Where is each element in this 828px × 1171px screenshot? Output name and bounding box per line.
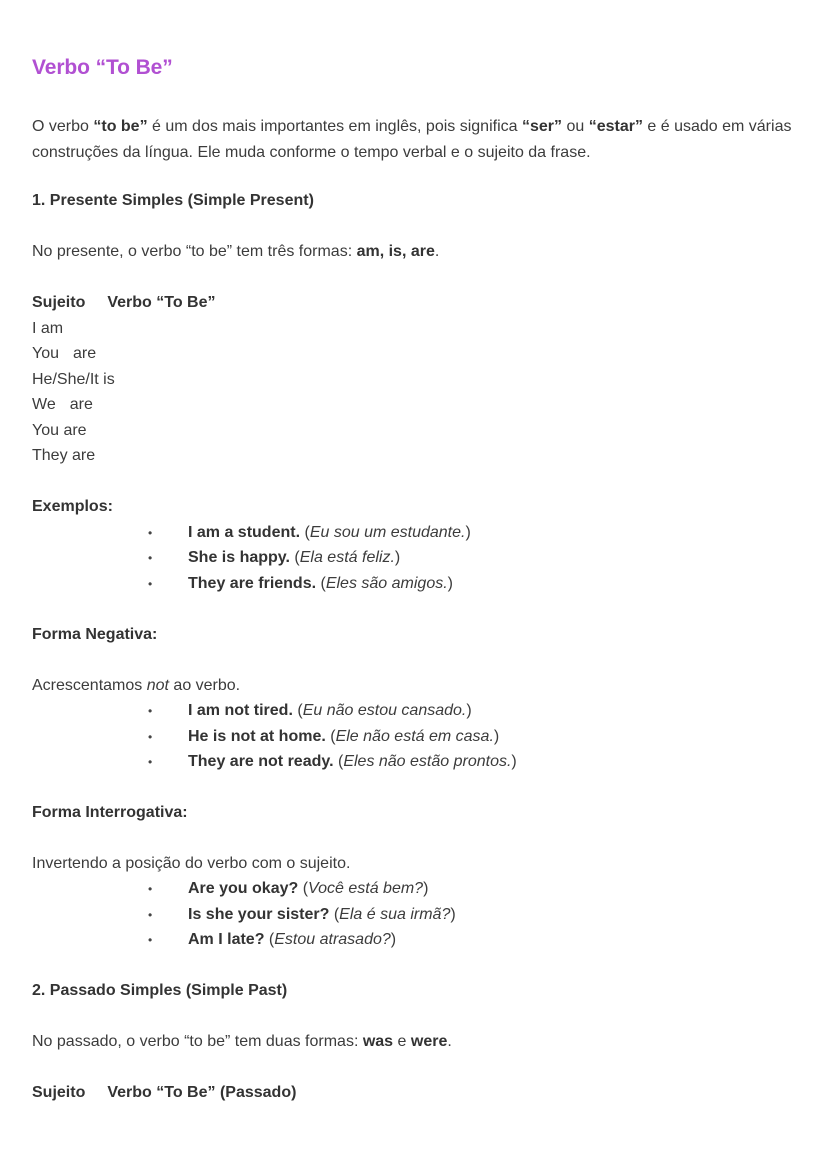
document-title: Verbo “To Be” bbox=[32, 56, 173, 79]
row-verb: are bbox=[73, 345, 97, 362]
past-form-were: were bbox=[410, 1033, 448, 1050]
row-subject: You bbox=[32, 422, 59, 439]
example-en: They are friends. bbox=[188, 575, 317, 592]
punctuation: . bbox=[447, 1033, 452, 1050]
past-table-header bbox=[32, 1083, 296, 1103]
paren: ) bbox=[394, 549, 401, 566]
negative-desc-not: not bbox=[146, 677, 169, 694]
paren: ( bbox=[329, 906, 340, 923]
paren: ) bbox=[466, 702, 472, 719]
present-row bbox=[32, 421, 87, 441]
section-heading-past: 2. Passado Simples (Simple Past) bbox=[32, 982, 288, 999]
intro-bold-ser: “ser” bbox=[521, 118, 562, 135]
paren: ( bbox=[325, 728, 336, 745]
example-en: She is happy. bbox=[188, 549, 290, 566]
paren: ( bbox=[316, 575, 326, 592]
row-verb: are bbox=[69, 396, 93, 413]
paren: ) bbox=[465, 524, 471, 541]
interrogative-description: Invertendo a posição do verbo com o sujeito. bbox=[32, 855, 351, 872]
header-subject: Sujeito bbox=[32, 294, 86, 311]
intro-text: é um dos mais importantes em inglês, pois significa bbox=[147, 118, 522, 135]
bullet-icon: • bbox=[148, 908, 153, 922]
paren: ) bbox=[390, 931, 397, 948]
header-verb: Verbo “To Be” bbox=[107, 294, 216, 311]
punctuation: . bbox=[434, 243, 440, 260]
paren: ) bbox=[447, 575, 453, 592]
paren: ) bbox=[493, 728, 500, 745]
past-desc-text: No passado, o verbo “to be” tem duas formas: bbox=[32, 1033, 363, 1050]
header-verb: Verbo “To Be” (Passado) bbox=[107, 1084, 297, 1101]
row-subject: We bbox=[32, 396, 56, 413]
paren: ( bbox=[292, 702, 303, 719]
paren: ) bbox=[423, 880, 429, 897]
example-en: They are not ready. bbox=[188, 753, 334, 770]
paren: ( bbox=[289, 549, 300, 566]
example-en: I am a student. bbox=[188, 524, 301, 541]
row-subject: You bbox=[32, 345, 59, 362]
example-en: Am I late? bbox=[188, 931, 265, 948]
intro-bold-estar: “estar” bbox=[588, 118, 643, 135]
intro-text: ou bbox=[562, 118, 589, 135]
example-pt: Eles são amigos. bbox=[325, 575, 448, 592]
negative-desc-text: ao verbo. bbox=[168, 677, 241, 694]
example-pt: Ele não está em casa. bbox=[335, 728, 494, 745]
example-pt: Eu sou um estudante. bbox=[309, 524, 466, 541]
negative-description bbox=[32, 676, 240, 696]
present-row bbox=[32, 446, 95, 466]
example-pt: Você está bem? bbox=[308, 880, 424, 897]
paren: ( bbox=[298, 880, 309, 897]
intro-text: O verbo bbox=[32, 118, 94, 135]
example-en: He is not at home. bbox=[188, 728, 326, 745]
examples-heading: Exemplos: bbox=[32, 498, 113, 515]
present-desc-text: No presente, o verbo “to be” tem três formas: bbox=[32, 243, 357, 260]
example-pt: Eu não estou cansado. bbox=[302, 702, 467, 719]
example-en: I am not tired. bbox=[188, 702, 293, 719]
bullet-icon: • bbox=[148, 755, 153, 769]
present-row bbox=[32, 319, 63, 339]
present-row bbox=[32, 344, 96, 364]
section-heading-present: 1. Presente Simples (Simple Present) bbox=[32, 192, 314, 209]
example-en: Are you okay? bbox=[188, 880, 299, 897]
paren: ( bbox=[300, 524, 310, 541]
example-en: Is she your sister? bbox=[188, 906, 330, 923]
row-verb: are bbox=[63, 422, 87, 439]
present-row bbox=[32, 395, 93, 415]
intro-text: e é usado em várias construções da língua. Ele muda conforme o tempo verbal e o sujeito da frase. bbox=[32, 118, 792, 161]
negative-desc-text: Acrescentamos bbox=[32, 677, 147, 694]
present-forms: am, is, are bbox=[356, 243, 435, 260]
bullet-icon: • bbox=[148, 730, 153, 744]
row-subject: I bbox=[32, 320, 37, 337]
example-pt: Ela está feliz. bbox=[299, 549, 395, 566]
example-pt: Estou atrasado? bbox=[274, 931, 391, 948]
row-verb: are bbox=[72, 447, 96, 464]
negative-heading: Forma Negativa: bbox=[32, 626, 158, 643]
paren: ( bbox=[264, 931, 275, 948]
paren: ) bbox=[450, 906, 456, 923]
example-pt: Ela é sua irmã? bbox=[339, 906, 451, 923]
present-row bbox=[32, 370, 115, 390]
present-table-header bbox=[32, 293, 216, 313]
bullet-icon: • bbox=[148, 933, 153, 947]
row-verb: am bbox=[40, 320, 64, 337]
paren: ) bbox=[511, 753, 517, 770]
header-subject: Sujeito bbox=[32, 1084, 86, 1101]
intro-bold-to-be: “to be” bbox=[93, 118, 148, 135]
past-description bbox=[32, 1032, 452, 1052]
row-verb: is bbox=[103, 371, 115, 388]
bullet-icon: • bbox=[148, 577, 153, 591]
bullet-icon: • bbox=[148, 551, 153, 565]
bullet-icon: • bbox=[148, 882, 153, 896]
paren: ( bbox=[333, 753, 344, 770]
row-subject: They bbox=[32, 447, 68, 464]
row-subject: He/She/It bbox=[32, 371, 99, 388]
intro-paragraph bbox=[32, 114, 802, 165]
bullet-icon: • bbox=[148, 526, 153, 540]
past-form-was: was bbox=[362, 1033, 394, 1050]
example-pt: Eles não estão prontos. bbox=[343, 753, 512, 770]
past-desc-text: e bbox=[393, 1033, 411, 1050]
interrogative-heading: Forma Interrogativa: bbox=[32, 804, 188, 821]
present-description bbox=[32, 242, 439, 262]
bullet-icon: • bbox=[148, 704, 153, 718]
